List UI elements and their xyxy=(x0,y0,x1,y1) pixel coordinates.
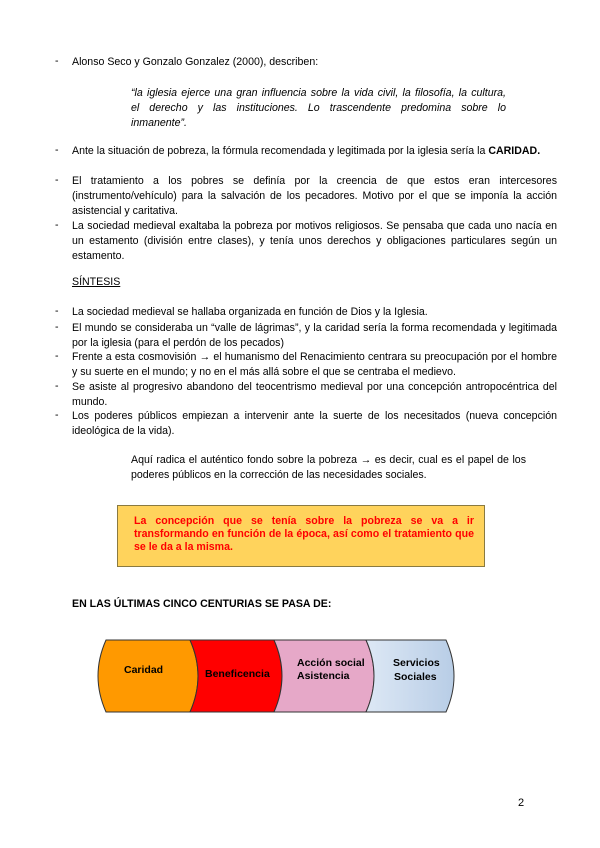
bullet-marker: - xyxy=(55,144,59,156)
callout-box: La concepción que se tenía sobre la pobreza se va a ir transformando en función de la época, así como el tratamiento que se le da a la misma. xyxy=(117,505,485,567)
bullet-marker: - xyxy=(55,55,59,67)
quote-line-1: “la iglesia ejerce una gran influencia sobre la vida civil, la filosofía, la cultura, xyxy=(131,87,506,99)
bullet-marker: - xyxy=(55,219,59,231)
middle-paragraph: Aquí radica el auténtico fondo sobre la pobreza → es decir, cual es el papel de los poderes públicos en la corrección de las necesidades sociales. xyxy=(131,454,526,481)
bullet-text: Ante la situación de pobreza, la fórmula recomendada y legitimada por la iglesia sería la xyxy=(72,145,486,157)
bullet-tratamiento: El tratamiento a los pobres se definía por la creencia de que estos eran intercesores (instrumento/vehículo) para la salvación de los pecadores. Motivo por el que se imponía la acción asistencial y caritativa. xyxy=(72,175,557,217)
quote-line-3: inmanente”. xyxy=(131,117,187,129)
flow-step-accion-social: Acción social xyxy=(297,657,365,669)
bullet-marker: - xyxy=(55,350,59,362)
bullet-marker: - xyxy=(55,380,59,392)
synthesis-item: Frente a esta cosmovisión → el humanismo del Renacimiento centrara su preocupación por el hombre y su suerte en el mundo; y no en el más allá sobre el que se centraba el medievo. xyxy=(72,351,557,378)
flow-step-servicios: Servicios xyxy=(393,657,440,669)
flow-step-sociales: Sociales xyxy=(394,671,437,683)
synthesis-item: Se asiste al progresivo abandono del teocentrismo medieval por una concepción antropocéntrica del mundo. xyxy=(72,381,557,408)
quote-line-2: el derecho y las instituciones. Lo trascendente predomina sobre lo xyxy=(131,102,506,114)
bullet-marker: - xyxy=(55,409,59,421)
bullet-caridad xyxy=(72,144,557,159)
bullet-marker: - xyxy=(55,174,59,186)
synthesis-title: SÍNTESIS xyxy=(72,276,121,288)
bullet-bold: CARIDAD. xyxy=(488,145,541,157)
intro-line: Alonso Seco y Gonzalo Gonzalez (2000), describen: xyxy=(72,56,319,68)
flow-step-beneficencia: Beneficencia xyxy=(205,668,270,680)
bullet-marker: - xyxy=(55,305,59,317)
page-number: 2 xyxy=(518,797,525,809)
bullet-marker: - xyxy=(55,321,59,333)
flow-step-asistencia: Asistencia xyxy=(297,670,350,682)
synthesis-item: La sociedad medieval se hallaba organizada en función de Dios y la Iglesia. xyxy=(72,306,428,318)
centuries-heading: EN LAS ÚLTIMAS CINCO CENTURIAS SE PASA DE: xyxy=(72,598,332,610)
synthesis-item: El mundo se consideraba un “valle de lágrimas”, y la caridad sería la forma recomendada y legitimada por la iglesia (para el perdón de los pecados) xyxy=(72,322,557,349)
synthesis-item: Los poderes públicos empiezan a intervenir ante la suerte de los necesitados (nueva concepción ideológica de la vida). xyxy=(72,410,557,437)
bullet-sociedad: La sociedad medieval exaltaba la pobreza por motivos religiosos. Se pensaba que cada uno nacía en un estamento (división entre clases), y tenía unos derechos y obligaciones particulares según un estamento. xyxy=(72,220,557,262)
flow-step-caridad: Caridad xyxy=(124,664,164,676)
